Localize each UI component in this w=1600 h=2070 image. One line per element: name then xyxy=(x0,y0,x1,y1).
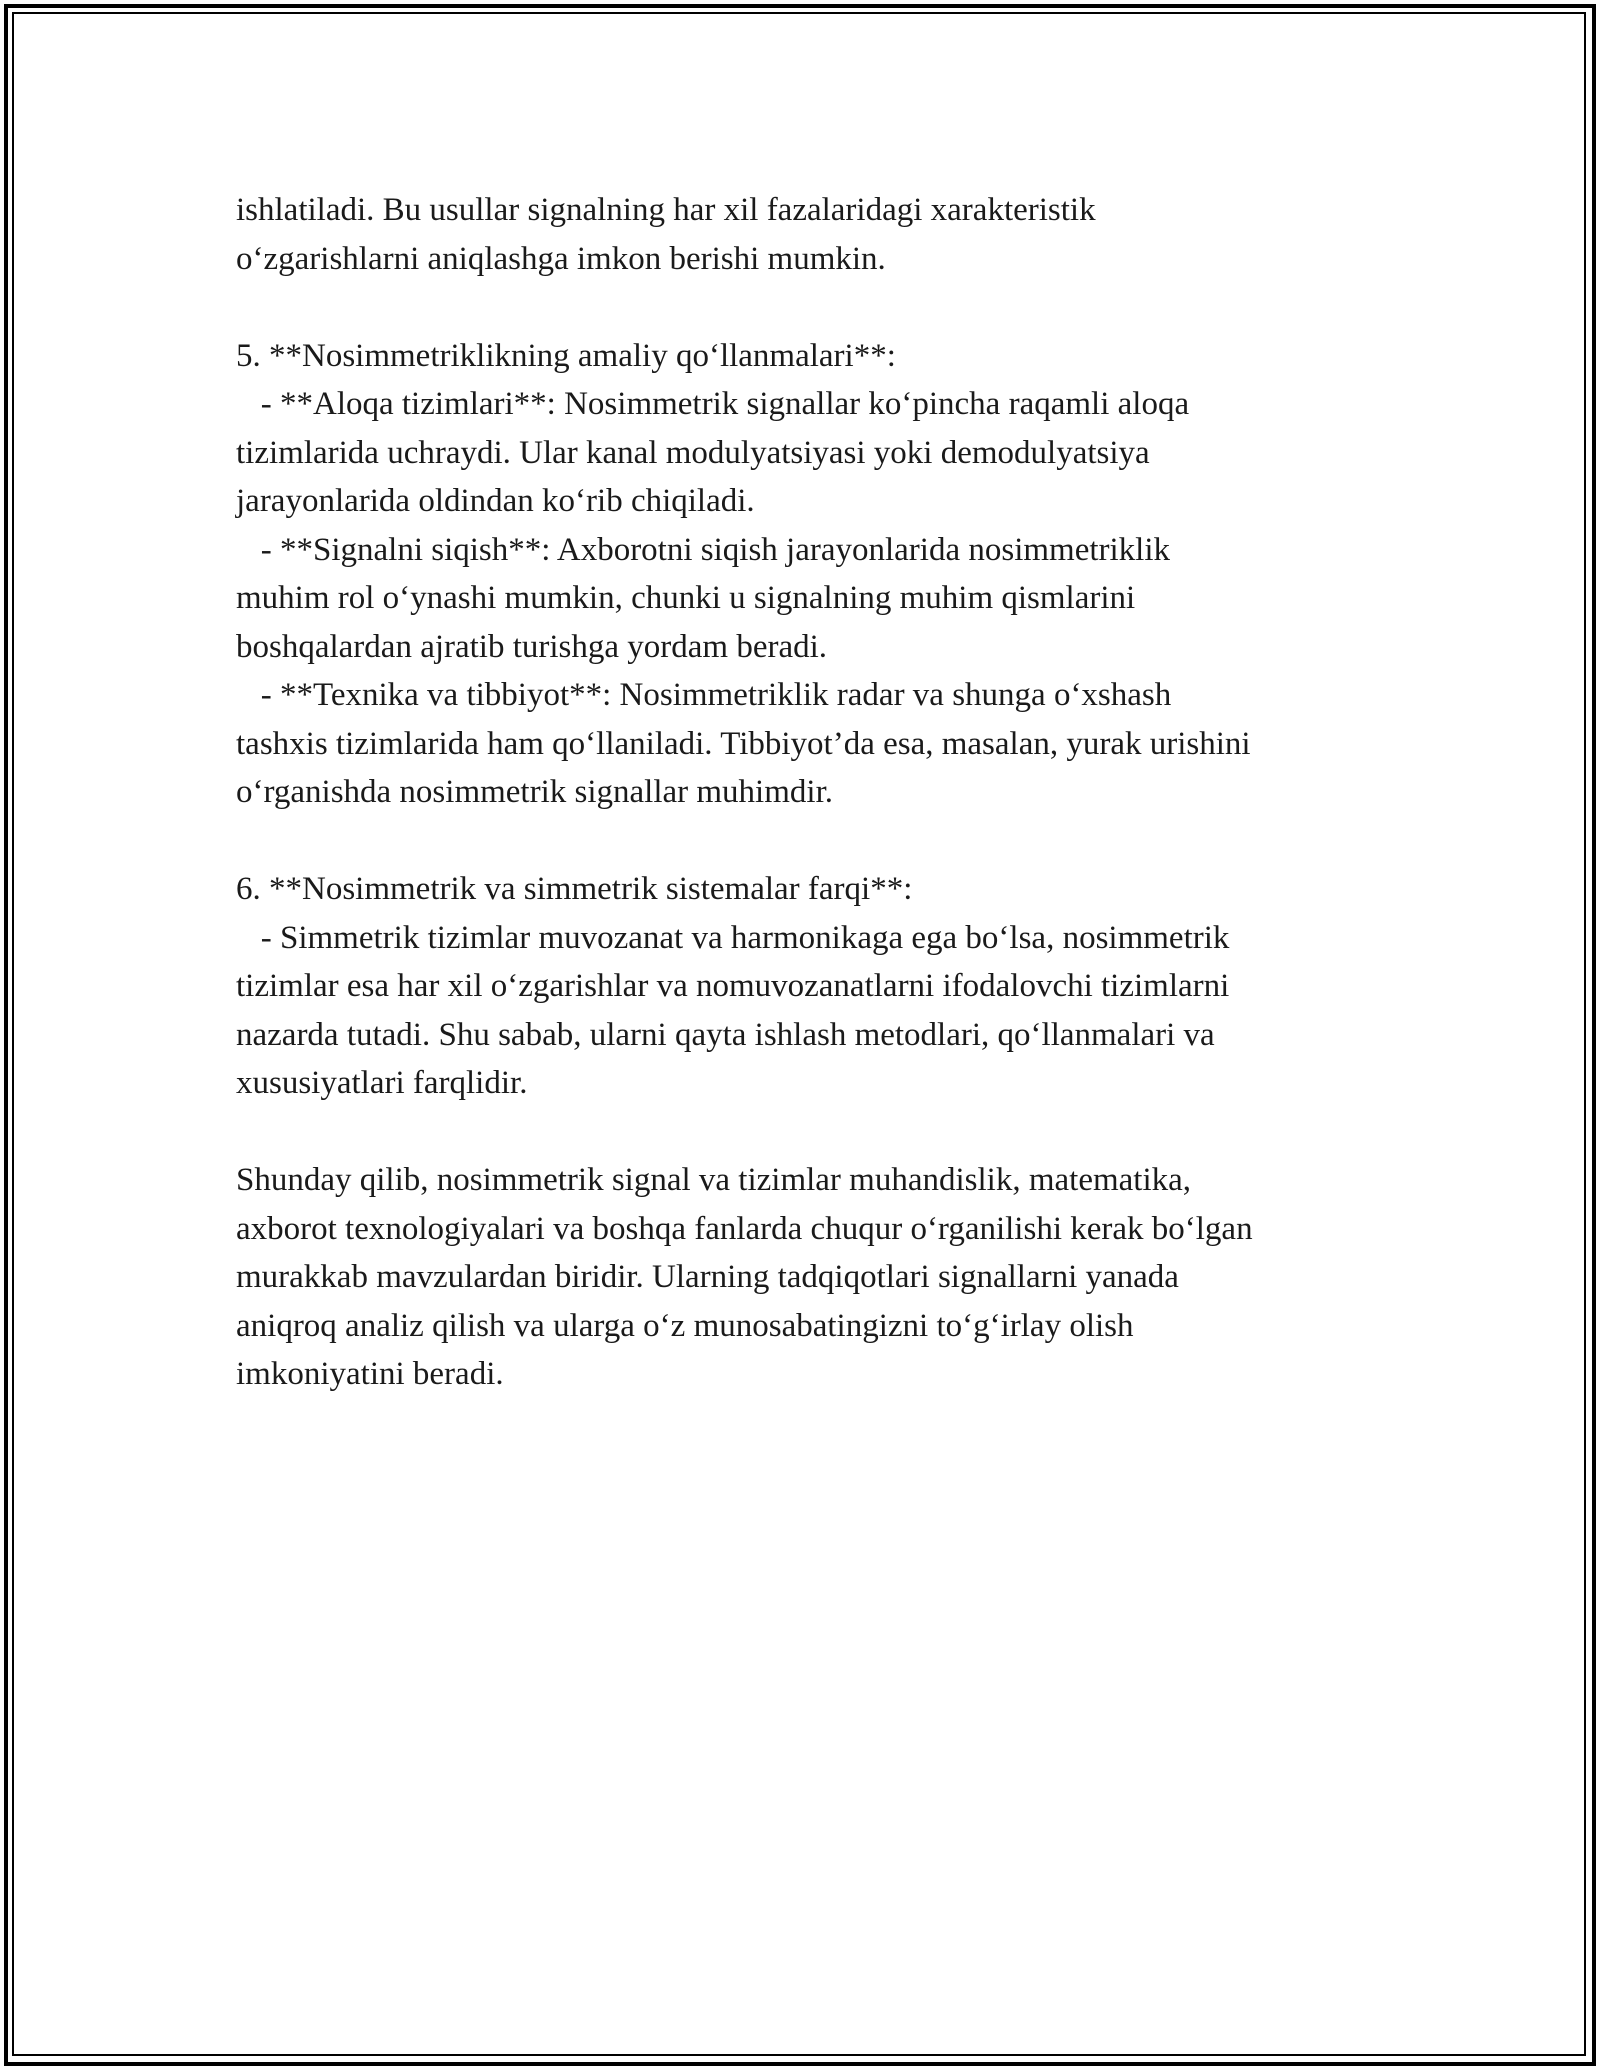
section-heading-6: 6. **Nosimmetrik va simmetrik sistemalar farqi**: xyxy=(236,871,913,907)
text-line: tashxis tizimlarida ham qo‘llaniladi. Tibbiyot’da esa, masalan, yurak urishini xyxy=(236,725,1251,762)
text-line: o‘zgarishlarni aniqlashga imkon berishi mumkin. xyxy=(236,240,886,277)
blank-line xyxy=(236,1108,1386,1157)
text-line: murakkab mavzulardan biridir. Ularning tadqiqotlari signallarni yanada xyxy=(236,1259,1179,1295)
list-item-aloqa: - **Aloqa tizimlari**: Nosimmetrik signallar ko‘pincha raqamli aloqa xyxy=(236,386,1190,422)
text-line: axborot texnologiyalari va boshqa fanlarda chuqur o‘rganilishi kerak bo‘lgan xyxy=(236,1210,1253,1247)
text-line: jarayonlarida oldindan ko‘rib chiqiladi. xyxy=(236,483,755,519)
text-line: xususiyatlari farqlidir. xyxy=(236,1065,528,1101)
text-line: imkoniyatini beradi. xyxy=(236,1356,504,1392)
text-line: tizimlarida uchraydi. Ular kanal modulyatsiyasi yoki demodulyatsiya xyxy=(236,434,1150,471)
list-item-texnika: - **Texnika va tibbiyot**: Nosimmetriklik radar va shunga o‘xshash xyxy=(236,677,1172,713)
text-line: muhim rol o‘ynashi mumkin, chunki u signalning muhim qismlarini xyxy=(236,580,1136,616)
text-line: aniqroq analiz qilish va ularga o‘z munosabatingizni to‘g‘irlay olish xyxy=(236,1307,1134,1344)
text-line: o‘rganishda nosimmetrik signallar muhimdir. xyxy=(236,774,833,810)
list-item-signalni-siqish: - **Signalni siqish**: Axborotni siqish jarayonlarida nosimmetriklik xyxy=(236,531,1171,568)
section-heading-5: 5. **Nosimmetriklikning amaliy qo‘llanmalari**: xyxy=(236,337,896,374)
text-line: tizimlar esa har xil o‘zgarishlar va nomuvozanatlarni ifodalovchi tizimlarni xyxy=(236,968,1230,1004)
blank-line xyxy=(236,283,1386,332)
list-item-simmetrik: - Simmetrik tizimlar muvozanat va harmonikaga ega bo‘lsa, nosimmetrik xyxy=(236,919,1230,956)
text-line: ishlatiladi. Bu usullar signalning har xil fazalaridagi xarakteristik xyxy=(236,192,1096,228)
text-line: nazarda tutadi. Shu sabab, ularni qayta ishlash metodlari, qo‘llanmalari va xyxy=(236,1016,1215,1053)
blank-line xyxy=(236,817,1386,866)
conclusion-line: Shunday qilib, nosimmetrik signal va tizimlar muhandislik, matematika, xyxy=(236,1162,1192,1198)
text-line: boshqalardan ajratib turishga yordam beradi. xyxy=(236,628,828,665)
document-body xyxy=(236,186,1386,1399)
